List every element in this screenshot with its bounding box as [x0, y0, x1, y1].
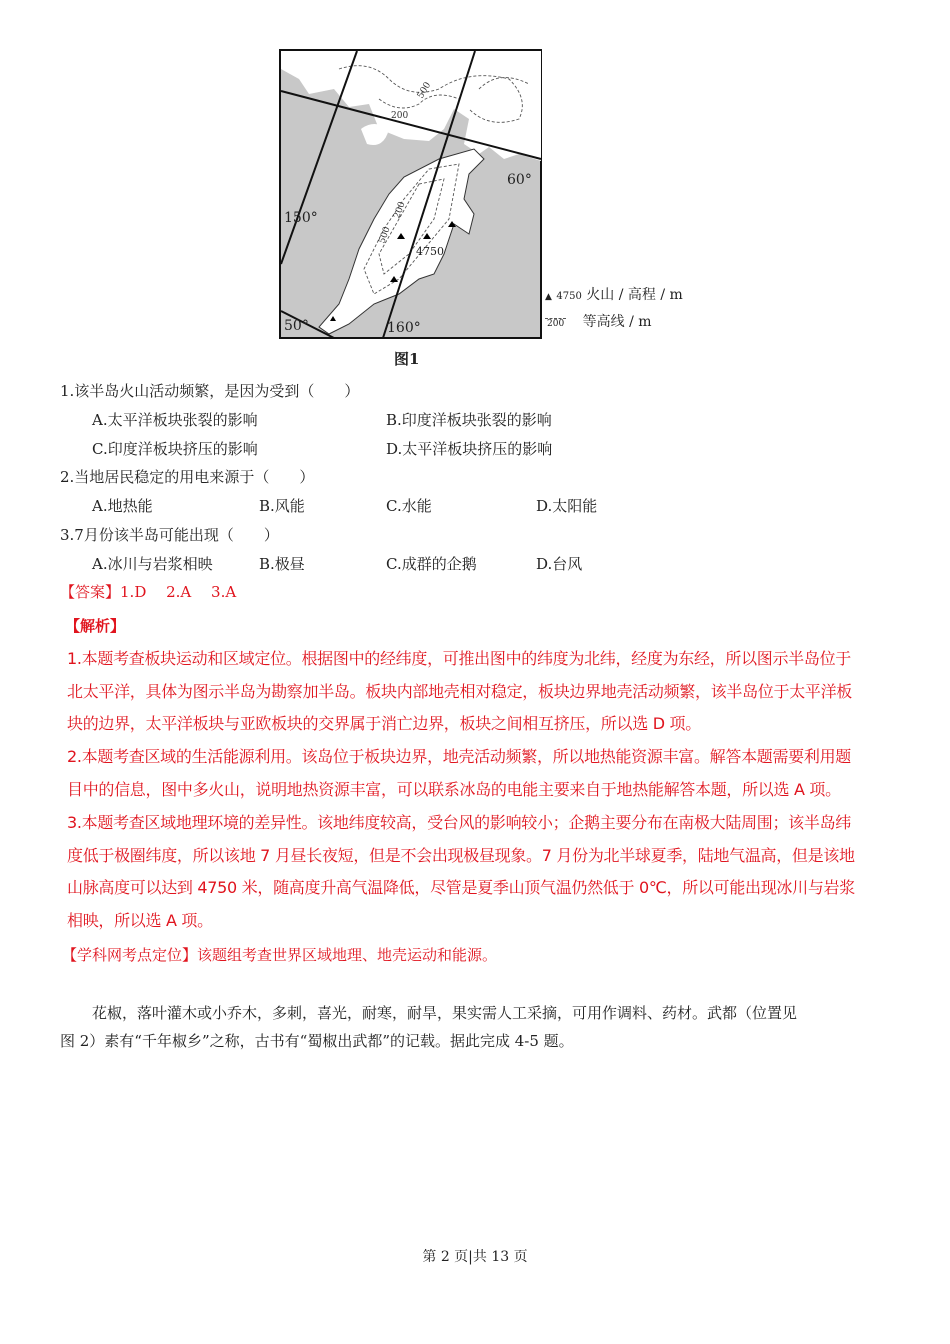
contour-label: 200 [392, 200, 408, 221]
analysis-line: 山脉高度可以达到 4750 米，随高度升高气温降低，尽管是夏季山顶气温仍然低于 0℃，所以可能出现冰川与岩浆 [67, 878, 855, 897]
lat60-label: 60° [507, 172, 532, 188]
kamchatka-map [279, 49, 543, 341]
question-3: 3.7月份该半岛可能出现（ ） [60, 526, 279, 544]
option: A.冰川与岩浆相映 [92, 555, 213, 573]
volcano-icon: ▲ [545, 292, 552, 302]
lon160-label: 160° [387, 320, 421, 336]
option: B.风能 [259, 497, 305, 515]
option: A.地热能 [92, 497, 153, 515]
passage-line: 图 2）素有“千年椒乡”之称，古书有“蜀椒出武都”的记载。据此完成 4-5 题。 [60, 1032, 574, 1050]
contour-line-icon: 200 [547, 319, 565, 329]
option: C.印度洋板块挤压的影响 [92, 440, 258, 458]
analysis-line: 块的边界，太平洋板块与亚欧板块的交界属于消亡边界，板块之间相互挤压，所以选 D 项。 [67, 714, 701, 733]
option: C.水能 [386, 497, 432, 515]
analysis-line: 2.本题考查区域的生活能源利用。该岛位于板块边界，地壳活动频繁，所以地热能资源丰富。解答本题需要利用题 [67, 747, 851, 766]
option: D.太平洋板块挤压的影响 [386, 440, 553, 458]
question-1: 1.该半岛火山活动频繁，是因为受到（ ） [60, 382, 360, 400]
passage-line: 花椒，落叶灌木或小乔木，多刺，喜光，耐寒，耐旱，果实需人工采摘，可用作调料、药材。武都（位置见 [92, 1004, 798, 1022]
question-2: 2.当地居民稳定的用电来源于（ ） [60, 468, 315, 486]
analysis-line: 相映，所以选 A 项。 [67, 911, 213, 930]
option: D.台风 [536, 555, 583, 573]
lat50-label: 50° [284, 318, 309, 334]
lon150-label: 150° [284, 210, 318, 226]
legend-contour: 200 等高线 / m [547, 314, 652, 330]
option: D.太阳能 [536, 497, 598, 515]
analysis-line: 3.本题考查区域地理环境的差异性。该地纬度较高，受台风的影响较小；企鹅主要分布在南极大陆周围；该半岛纬 [67, 813, 851, 832]
analysis-label: 【解析】 [65, 617, 126, 635]
option: A.太平洋板块张裂的影响 [92, 411, 258, 429]
analysis-line: 北太平洋，具体为图示半岛为勘察加半岛。板块内部地壳相对稳定，板块边界地壳活动频繁，该半岛位于太平洋板 [67, 682, 853, 701]
answer: 【答案】1.D 2.A 3.A [60, 583, 237, 601]
figure-caption: 图1 [394, 350, 420, 368]
analysis-line: 1.本题考查板块运动和区域定位。根据图中的经纬度，可推出图中的纬度为北纬，经度为东经，所以图示半岛位于 [67, 649, 851, 668]
legend-volcano: ▲ 4750 火山 / 高程 / m [545, 287, 683, 303]
option: B.极昼 [259, 555, 305, 573]
analysis-line: 目中的信息，图中多火山，说明地热资源丰富，可以联系冰岛的电能主要来自于地热能解答本题，所以选 A 项。 [67, 780, 841, 799]
contour-label: 500 [415, 80, 434, 101]
kaodian: 【学科网考点定位】该题组考查世界区域地理、地壳运动和能源。 [62, 946, 498, 964]
analysis-line: 度低于极圈纬度，所以该地 7 月昼长夜短，但是不会出现极昼现象。7 月份为北半球夏季，陆地气温高，但是该地 [67, 846, 855, 865]
option: C.成群的企鹅 [386, 555, 477, 573]
peak-elevation-label: 4750 [416, 245, 444, 258]
contour-label: 200 [391, 111, 409, 121]
option: B.印度洋板块张裂的影响 [386, 411, 552, 429]
page-footer: 第 2 页|共 13 页 [422, 1249, 528, 1265]
contour-label: 500 [377, 225, 393, 246]
